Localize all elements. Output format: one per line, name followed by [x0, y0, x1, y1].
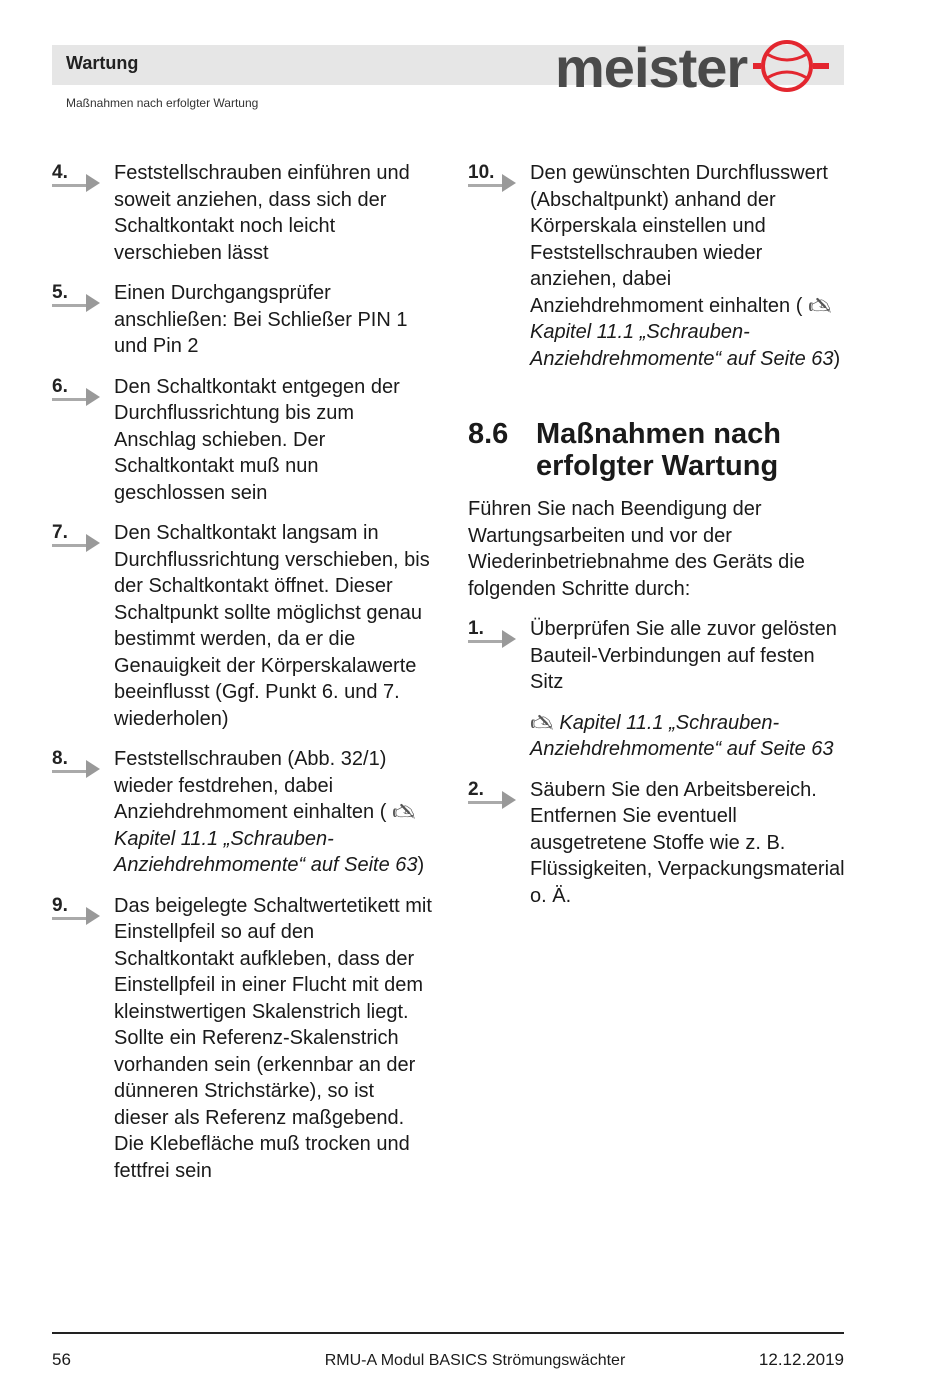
- step-text: Den Schaltkontakt entgegen der Durchflussrichtung bis zum Anschlag schieben. Der Schaltkontakt muß nun geschlossen sein: [114, 375, 400, 504]
- step-number: 10.: [468, 162, 495, 183]
- section-title: Maßnahmen nach erfolgter Wartung: [536, 418, 781, 482]
- section-step-2: [468, 777, 848, 910]
- step-number: 6.: [52, 375, 68, 397]
- step-10: [468, 160, 848, 372]
- step-7: [52, 520, 432, 732]
- section-reference: [530, 710, 848, 763]
- step-4: [52, 160, 432, 266]
- step-text: [530, 160, 848, 372]
- step-6: [52, 374, 432, 507]
- step-number: 2.: [468, 778, 484, 800]
- step-arrow-icon: [52, 756, 102, 778]
- step-number: 5.: [52, 282, 68, 303]
- right-column: [468, 160, 848, 923]
- document-title: RMU-A Modul BASICS Strömungswächter: [324, 1352, 626, 1369]
- section-number: 8.6: [468, 418, 509, 450]
- reference-arrow-icon: 🖎: [391, 801, 416, 823]
- reference-arrow-icon: 🖎: [530, 711, 554, 734]
- section-heading: [468, 418, 848, 482]
- step-arrow-icon: [468, 170, 518, 192]
- step-arrow-icon: [468, 787, 518, 809]
- meister-logo: [555, 36, 835, 102]
- chapter-title: Wartung: [66, 53, 139, 73]
- ball-icon: [753, 36, 833, 102]
- step-text: Das beigelegte Schaltwertetikett mit Einstellpfeil so auf den Schaltkontakt aufkleben, dass der Einstellpfeil in einer Flucht mit dem kleinstwertigen Skalenstrich liegt. Sollte ein Referenz-Skalenstrich vorhanden sein (erkennbar an der dünneren Strichstärke), so ist dieser als Referenz maßgebend. Die Klebefläche muß trocken und fettfrei sein: [114, 894, 432, 1182]
- step-text: Den Schaltkontakt langsam in Durchflussrichtung verschieben, bis der Schaltkontakt öffnet. Dieser Schaltpunkt sollte möglichst genau bestimmt werden, da er die Genauigkeit der Körperskalawerte beeinflusst (Ggf. Punkt 6. und 7. wiederholen): [114, 522, 430, 730]
- step-text: Einen Durchgangsprüfer anschließen: Bei Schließer PIN 1 und Pin 2: [114, 282, 408, 357]
- step-text: Säubern Sie den Arbeitsbereich. Entfernen Sie eventuell ausgetretene Stoffe wie z. B. Flüssigkeiten, Verpackungsmaterial o. Ä.: [530, 778, 845, 907]
- step-arrow-icon: [468, 626, 518, 648]
- step-arrow-icon: [52, 530, 102, 552]
- step-text-body: Den gewünschten Durchflusswert (Abschaltpunkt) anhand der Körperskala einstellen und Feststellschrauben wieder anziehen, dabei Anziehdrehmoment einhalten (: [530, 162, 828, 317]
- document-date: 12.12.2019: [758, 1350, 844, 1369]
- step-text: Feststellschrauben einführen und soweit anziehen, dass sich der Schaltkontakt noch leicht verschieben lässt: [114, 162, 410, 264]
- step-5: [52, 280, 432, 360]
- step-text: [114, 746, 432, 879]
- left-column: [52, 160, 432, 1198]
- step-number: 8.: [52, 748, 68, 769]
- step-arrow-icon: [52, 384, 102, 406]
- step-text: Überprüfen Sie alle zuvor gelösten Bauteil-Verbindungen auf festen Sitz: [530, 618, 837, 693]
- step-number: 9.: [52, 894, 68, 916]
- reference-arrow-icon: 🖎: [807, 294, 832, 317]
- step-arrow-icon: [52, 170, 102, 192]
- step-number: 7.: [52, 522, 68, 543]
- page-number: 56: [52, 1350, 71, 1369]
- breadcrumb: Maßnahmen nach erfolgter Wartung: [66, 96, 259, 110]
- chapter-reference-link[interactable]: Kapitel 11.1 „Schrauben-Anziehdrehmomente“ auf Seite 63: [530, 711, 834, 760]
- step-9: [52, 893, 432, 1185]
- step-number: 4.: [52, 162, 68, 183]
- ref-close: ): [417, 854, 425, 876]
- ref-close: ): [833, 347, 841, 370]
- step-arrow-icon: [52, 290, 102, 312]
- logo-text: meister: [555, 36, 748, 99]
- chapter-reference-link[interactable]: Kapitel 11.1 „Schrauben-Anziehdrehmomente“ auf Seite 63: [114, 827, 418, 876]
- ref-open: (: [379, 801, 387, 823]
- section-step-1: [468, 616, 848, 696]
- section-intro: Führen Sie nach Beendigung der Wartungsarbeiten und vor der Wiederinbetriebnahme des Geräts die folgenden Schritte durch:: [468, 498, 805, 600]
- step-8: [52, 746, 432, 879]
- footer-divider: [52, 1332, 844, 1334]
- step-number: 1.: [468, 618, 484, 639]
- chapter-reference-link[interactable]: Kapitel 11.1 „Schrauben-Anziehdrehmomente“ auf Seite 63: [530, 321, 834, 370]
- step-text-body: Feststellschrauben (Abb. 32/1) wieder festdrehen, dabei Anziehdrehmoment einhalten: [114, 748, 387, 823]
- step-arrow-icon: [52, 903, 102, 925]
